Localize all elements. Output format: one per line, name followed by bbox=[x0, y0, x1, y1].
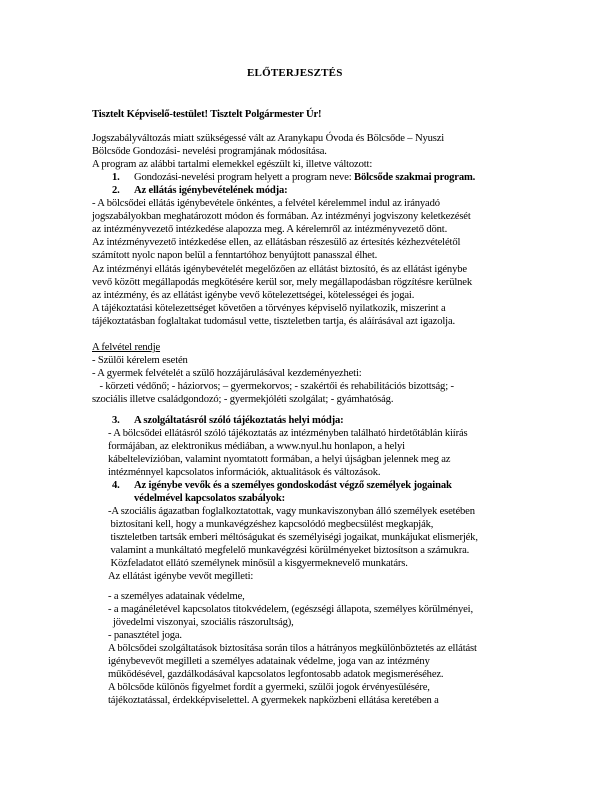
intro-line: A program az alábbi tartalmi elemekkel egészült ki, illetve változott: bbox=[92, 159, 373, 170]
list-number: 2. bbox=[112, 185, 120, 196]
section-heading: A szolgáltatásról szóló tájékoztatás helyi módja: bbox=[134, 415, 344, 426]
admission-line: - körzeti védőnő; - háziorvos; – gyermekorvos; - szakértői és rehabilitációs bizottság; - bbox=[92, 381, 454, 392]
admission-line: - Szülői kérelem esetén bbox=[92, 355, 188, 366]
paragraph-line: jogszabályokban meghatározott módon és formában. Az intézményi jogviszony keletkezését bbox=[92, 211, 471, 222]
paragraph-line: tájékoztatással, érdekképviselettel. A gyermekek napközbeni ellátása keretében a bbox=[108, 695, 439, 706]
list-item-text: Gondozási-nevelési program helyett a program neve: bbox=[134, 172, 355, 183]
rights-item: - panasztétel joga. bbox=[108, 630, 182, 641]
rights-item: - a személyes adatainak védelme, bbox=[108, 591, 245, 602]
paragraph-line: kábeltelevízióban, valamint nyomtatott formában, a helyi újságban jelennek meg az bbox=[108, 454, 451, 465]
intro-line: Jogszabályváltozás miatt szükségessé vált az Aranykapu Óvoda és Bölcsőde – Nyuszi bbox=[92, 133, 445, 144]
paragraph-line: valamint a munkáltató megfelelő munkavégzési körülményeket biztosítson a számukra. bbox=[108, 545, 470, 556]
document-title: ELŐTERJESZTÉS bbox=[247, 67, 343, 79]
paragraph-line: számított nyolc napon belül a fenntartóhoz benyújtott panasszal élhet. bbox=[92, 250, 378, 261]
admission-line: - A gyermek felvételét a szülő hozzájárulásával kezdeményezheti: bbox=[92, 368, 362, 379]
list-number: 4. bbox=[112, 480, 120, 491]
paragraph-line: tájékoztatásban foglaltakat tudomásul vette, tiszteletben tartja, és aláírásával azt igazolja. bbox=[92, 316, 455, 327]
admission-heading: A felvétel rendje bbox=[92, 342, 161, 353]
paragraph-line: intézménnyel kapcsolatos információk, aktualitások és változások. bbox=[108, 467, 381, 478]
paragraph-line: az intézményvezető intézkedése alapozza meg. A kérelemről az intézményvezető dönt. bbox=[92, 224, 448, 235]
section-heading: Az ellátás igénybevételének módja: bbox=[134, 185, 288, 196]
paragraph-line: biztosítani kell, hogy a munkavégzéshez kapcsolódó megbecsülést megkapják, bbox=[108, 519, 434, 530]
list-item-bold: Bölcsőde szakmai program. bbox=[354, 172, 476, 183]
list-item-1 bbox=[112, 171, 475, 184]
list-number: 3. bbox=[112, 415, 120, 426]
admission-line: szociális illetve családgondozó; - gyermekjóléti szolgálat; - gyámhatóság. bbox=[92, 394, 394, 405]
rights-item: - a magánéletével kapcsolatos titokvédelem, (egészségi állapota, személyes körülményei, bbox=[108, 604, 473, 615]
list-item-2 bbox=[112, 184, 287, 197]
section-heading-cont: védelmével kapcsolatos szabályok: bbox=[134, 493, 286, 504]
salutation: Tisztelt Képviselő-testület! Tisztelt Polgármester Úr! bbox=[92, 109, 322, 120]
paragraph-line: tiszteletben tartsák emberi méltóságukat és személyiségi jogaikat, munkájukat elismerjék, bbox=[108, 532, 478, 543]
paragraph-line: Az intézményvezető intézkedése ellen, az ellátásban részesülő az értesítés kézhezvételétől bbox=[92, 237, 461, 248]
paragraph-line: működésével, gazdálkodásával kapcsolatos legfontosabb adatok megismeréséhez. bbox=[108, 669, 444, 680]
paragraph-line: A tájékoztatási kötelezettséget követően a törvényes képviselő nyilatkozik, miszerint a bbox=[92, 303, 446, 314]
paragraph-line: A bölcsőde különös figyelmet fordít a gyermeki, szülői jogok érvényesülésére, bbox=[108, 682, 430, 693]
paragraph-line: - A bölcsődei ellátásról szóló tájékoztatás az intézményben található hirdetőtáblán kiírás bbox=[108, 428, 468, 439]
paragraph-line: Közfeladatot ellátó személynek minősül a kisgyermeknevelő munkatárs. bbox=[108, 558, 408, 569]
paragraph-line: -A szociális ágazatban foglalkoztatottak, vagy munkaviszonyban álló személyek esetében bbox=[108, 506, 475, 517]
list-item-3 bbox=[112, 414, 344, 427]
list-number: 1. bbox=[112, 172, 120, 183]
paragraph-line: az intézmény, és az ellátást igénybe vevő kötelezettségei, kötelességei és jogai. bbox=[92, 290, 415, 301]
paragraph-line: vevő között megállapodás megkötésére kerül sor, mely megállapodásban rögzítésre kerülnek bbox=[92, 277, 472, 288]
list-item-4 bbox=[112, 479, 452, 492]
rights-item: jövedelmi viszonyai, szociális rászorultság), bbox=[108, 617, 294, 628]
paragraph-line: - A bölcsődei ellátás igénybevétele önkéntes, a felvétel kérelemmel indul az irányadó bbox=[92, 198, 440, 209]
paragraph-line: Az intézményi ellátás igénybevételét megelőzően az ellátást biztosító, és az ellátást igénybe bbox=[92, 264, 467, 275]
intro-line: Bölcsőde Gondozási- nevelési programjának módosítása. bbox=[92, 146, 327, 157]
paragraph-line: formájában, az elektronikus médiában, a www.nyul.hu honlapon, a helyi bbox=[108, 441, 405, 452]
paragraph-line: A bölcsődei szolgáltatások biztosítása során tilos a hátrányos megkülönböztetés az ellátást bbox=[108, 643, 477, 654]
section-heading: Az igénybe vevők és a személyes gondoskodást végző személyek jogainak bbox=[134, 480, 452, 491]
paragraph-line: igénybevevőt megilleti a személyes adatainak védelme, joga van az intézmény bbox=[108, 656, 430, 667]
paragraph-line: Az ellátást igénybe vevőt megilleti: bbox=[108, 571, 254, 582]
